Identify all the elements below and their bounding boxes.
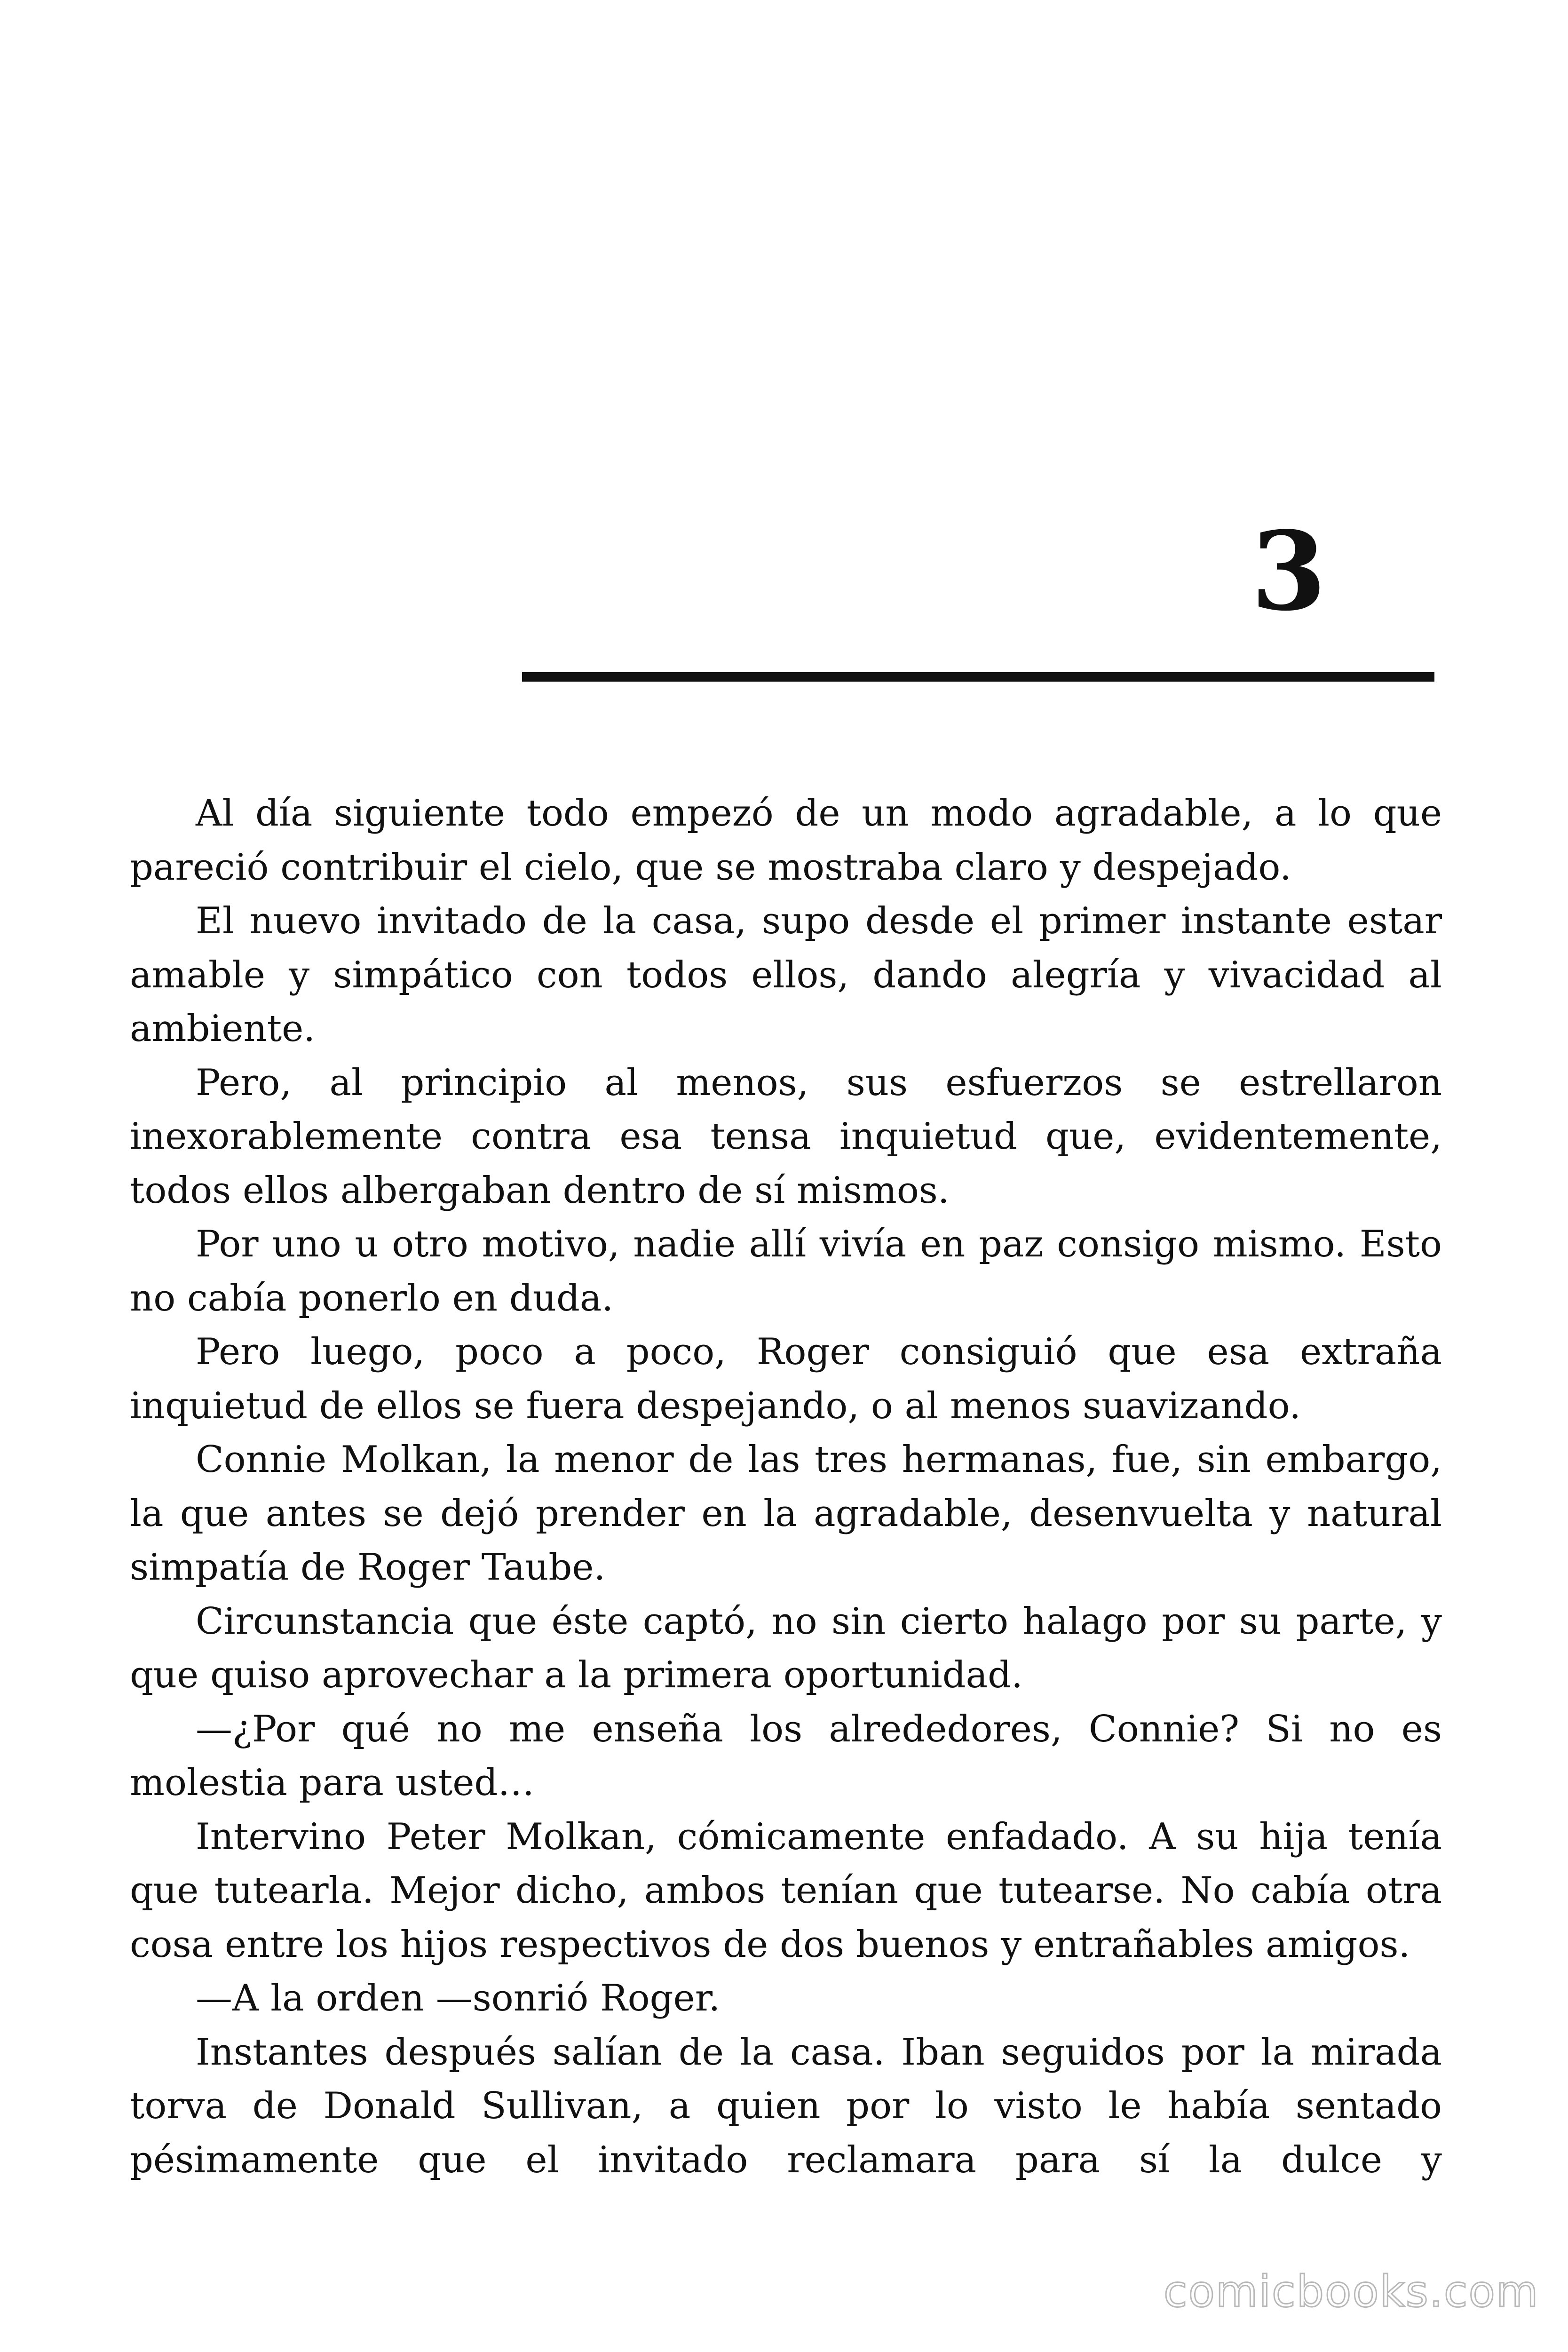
paragraph: —¿Por qué no me enseña los alrededores, Connie? Si no es molestia para usted… [130, 1708, 1442, 1804]
paragraph: Connie Molkan, la menor de las tres hermanas, fue, sin embargo, la que antes se dejó prender en la agradable, desenvuelta y natural simpatía de Roger Taube. [130, 1438, 1442, 1589]
paragraph: Instantes después salían de la casa. Iban seguidos por la mirada torva de Donald Sullivan, a quien por lo visto le había sentado pésimamente que el invitado reclamara para sí la dulce y [130, 2031, 1442, 2181]
paragraph: Por uno u otro motivo, nadie allí vivía en paz consigo mismo. Esto no cabía ponerlo en duda. [130, 1223, 1442, 1319]
chapter-number: 3 [1251, 508, 1327, 635]
chapter-divider [522, 672, 1434, 682]
paragraph: —A la orden —sonrió Roger. [196, 1977, 721, 2019]
paragraph: Al día siguiente todo empezó de un modo agradable, a lo que pareció contribuir el cielo, que se mostraba claro y despejado. [130, 792, 1442, 889]
paragraph: Pero luego, poco a poco, Roger consiguió que esa extraña inquietud de ellos se fuera despejando, o al menos suavizando. [130, 1331, 1442, 1427]
paragraph: Circunstancia que éste captó, no sin cierto halago por su parte, y que quiso aprovechar a la primera oportunidad. [130, 1600, 1442, 1696]
paragraph: El nuevo invitado de la casa, supo desde el primer instante estar amable y simpático con todos ellos, dando alegría y vivacidad al ambiente. [130, 900, 1442, 1050]
paragraph: Intervino Peter Molkan, cómicamente enfadado. A su hija tenía que tutearla. Mejor dicho, ambos tenían que tutearse. No cabía otra cosa entre los hijos respectivos de dos buenos y entrañables amigos. [130, 1815, 1442, 1966]
watermark: comicbooks.com [1164, 2266, 1539, 2317]
paragraph: Pero, al principio al menos, sus esfuerzos se estrellaron inexorablemente contra esa tensa inquietud que, evidentemente, todos ellos albergaban dentro de sí mismos. [130, 1061, 1442, 1212]
chapter-body [130, 787, 1442, 2187]
